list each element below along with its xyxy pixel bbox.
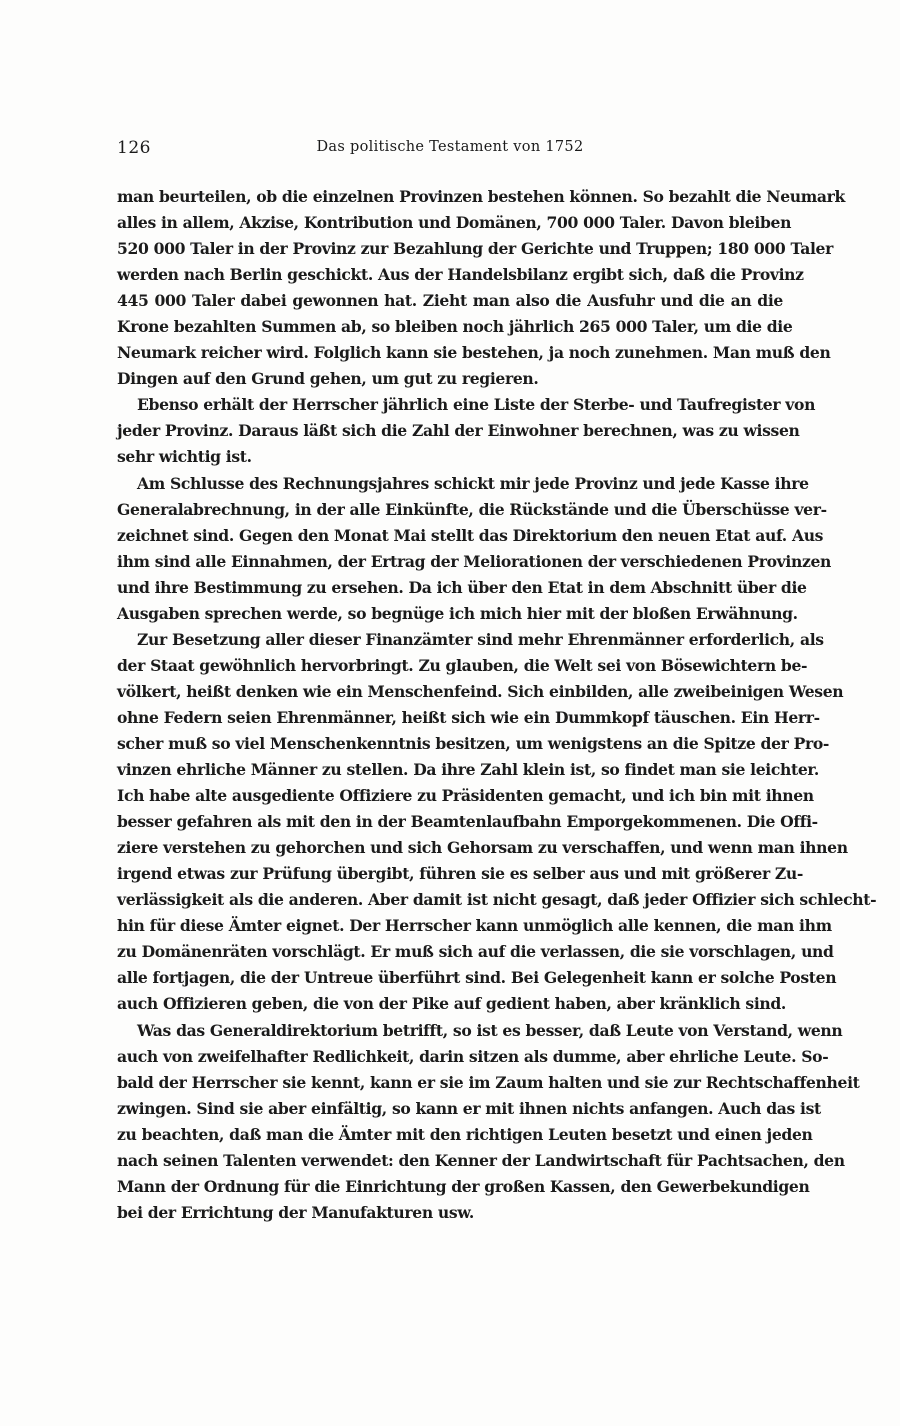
text-line: hin für diese Ämter eignet. Der Herrscher kann unmöglich alle kennen, die man ihm [117,916,832,936]
text-line: besser gefahren als mit den in der Beamtenlaufbahn Emporgekommenen. Die Offi- [117,812,818,832]
page-number: 126 [117,138,151,158]
text-line: 520 000 Taler in der Provinz zur Bezahlung der Gerichte und Truppen; 180 000 Taler [117,239,833,259]
text-line: alle fortjagen, die der Untreue überführt sind. Bei Gelegenheit kann er solche Posten [117,968,837,988]
text-line: Krone bezahlten Summen ab, so bleiben noch jährlich 265 000 Taler, um die die [117,317,793,337]
text-line: Ausgaben sprechen werde, so begnüge ich mich hier mit der bloßen Erwähnung. [117,603,798,623]
text-line: auch von zweifelhafter Redlichkeit, darin sitzen als dumme, aber ehrliche Leute. So- [117,1046,829,1066]
text-line: ihm sind alle Einnahmen, der Ertrag der Meliorationen der verschiedenen Provinzen [117,551,832,571]
text-line: und ihre Bestimmung zu ersehen. Da ich über den Etat in dem Abschnitt über die [117,577,807,597]
text-line: Dingen auf den Grund gehen, um gut zu regieren. [117,369,539,389]
text-line: jeder Provinz. Daraus läßt sich die Zahl der Einwohner berechnen, was zu wissen [117,421,800,441]
text-line: der Staat gewöhnlich hervorbringt. Zu glauben, die Welt sei von Bösewichtern be- [117,655,808,675]
text-line: nach seinen Talenten verwendet: den Kenner der Landwirtschaft für Pachtsachen, den [117,1150,845,1170]
text-line: bei der Errichtung der Manufakturen usw. [117,1202,474,1222]
text-line: völkert, heißt denken wie ein Menschenfeind. Sich einbilden, alle zweibeinigen Wesen [117,681,844,701]
text-line: ziere verstehen zu gehorchen und sich Gehorsam zu verschaffen, und wenn man ihnen [117,838,848,858]
body-text [117,184,877,1226]
running-head-title: Das politische Testament von 1752 [316,139,584,155]
text-line: zu beachten, daß man die Ämter mit den richtigen Leuten besetzt und einen jeden [117,1124,813,1144]
paragraph [117,471,832,627]
text-line: sehr wichtig ist. [117,447,252,467]
text-line: Am Schlusse des Rechnungsjahres schickt mir jede Provinz und jede Kasse ihre [137,473,809,493]
text-line: Ebenso erhält der Herrscher jährlich eine Liste der Sterbe- und Taufregister von [137,395,816,415]
text-line: bald der Herrscher sie kennt, kann er sie im Zaum halten und sie zur Rechtschaffenheit [117,1072,860,1092]
text-line: verlässigkeit als die anderen. Aber damit ist nicht gesagt, daß jeder Offizier sich schlecht- [117,890,877,910]
text-line: werden nach Berlin geschickt. Aus der Handelsbilanz ergibt sich, daß die Provinz [117,265,804,285]
text-line: zeichnet sind. Gegen den Monat Mai stellt das Direktorium den neuen Etat auf. Aus [117,525,824,545]
text-line: zu Domänenräten vorschlägt. Er muß sich auf die verlassen, die sie vorschlagen, und [117,942,834,962]
text-line: scher muß so viel Menschenkenntnis besitzen, um wenigstens an die Spitze der Pro- [117,733,830,753]
paragraph [117,184,845,392]
paragraph [117,627,877,1018]
text-line: ohne Federn seien Ehrenmänner, heißt sich wie ein Dummkopf täuschen. Ein Herr- [117,707,820,727]
text-line: Zur Besetzung aller dieser Finanzämter sind mehr Ehrenmänner erforderlich, als [137,629,824,649]
text-line: Mann der Ordnung für die Einrichtung der großen Kassen, den Gewerbekundigen [117,1176,810,1196]
text-line: Generalabrechnung, in der alle Einkünfte, die Rückstände und die Überschüsse ver- [117,499,827,519]
text-line: Was das Generaldirektorium betrifft, so ist es besser, daß Leute von Verstand, wenn [137,1020,843,1040]
text-line: vinzen ehrliche Männer zu stellen. Da ihre Zahl klein ist, so findet man sie leichter. [117,760,819,780]
text-line: man beurteilen, ob die einzelnen Provinzen bestehen können. So bezahlt die Neumark [117,187,845,206]
paragraph [117,1018,860,1226]
paragraph [117,392,816,470]
text-line: auch Offizieren geben, die von der Pike auf gedient haben, aber kränklich sind. [117,994,787,1014]
text-line: Neumark reicher wird. Folglich kann sie bestehen, ja noch zunehmen. Man muß den [117,343,831,363]
text-line: Ich habe alte ausgediente Offiziere zu Präsidenten gemacht, und ich bin mit ihnen [117,786,814,806]
text-line: alles in allem, Akzise, Kontribution und Domänen, 700 000 Taler. Davon bleiben [117,213,792,233]
running-head [117,138,783,166]
text-line: zwingen. Sind sie aber einfältig, so kann er mit ihnen nichts anfangen. Auch das ist [117,1098,821,1118]
text-line: irgend etwas zur Prüfung übergibt, führen sie es selber aus und mit größerer Zu- [117,864,804,884]
text-line: 445 000 Taler dabei gewonnen hat. Zieht man also die Ausfuhr und die an die [117,291,783,311]
